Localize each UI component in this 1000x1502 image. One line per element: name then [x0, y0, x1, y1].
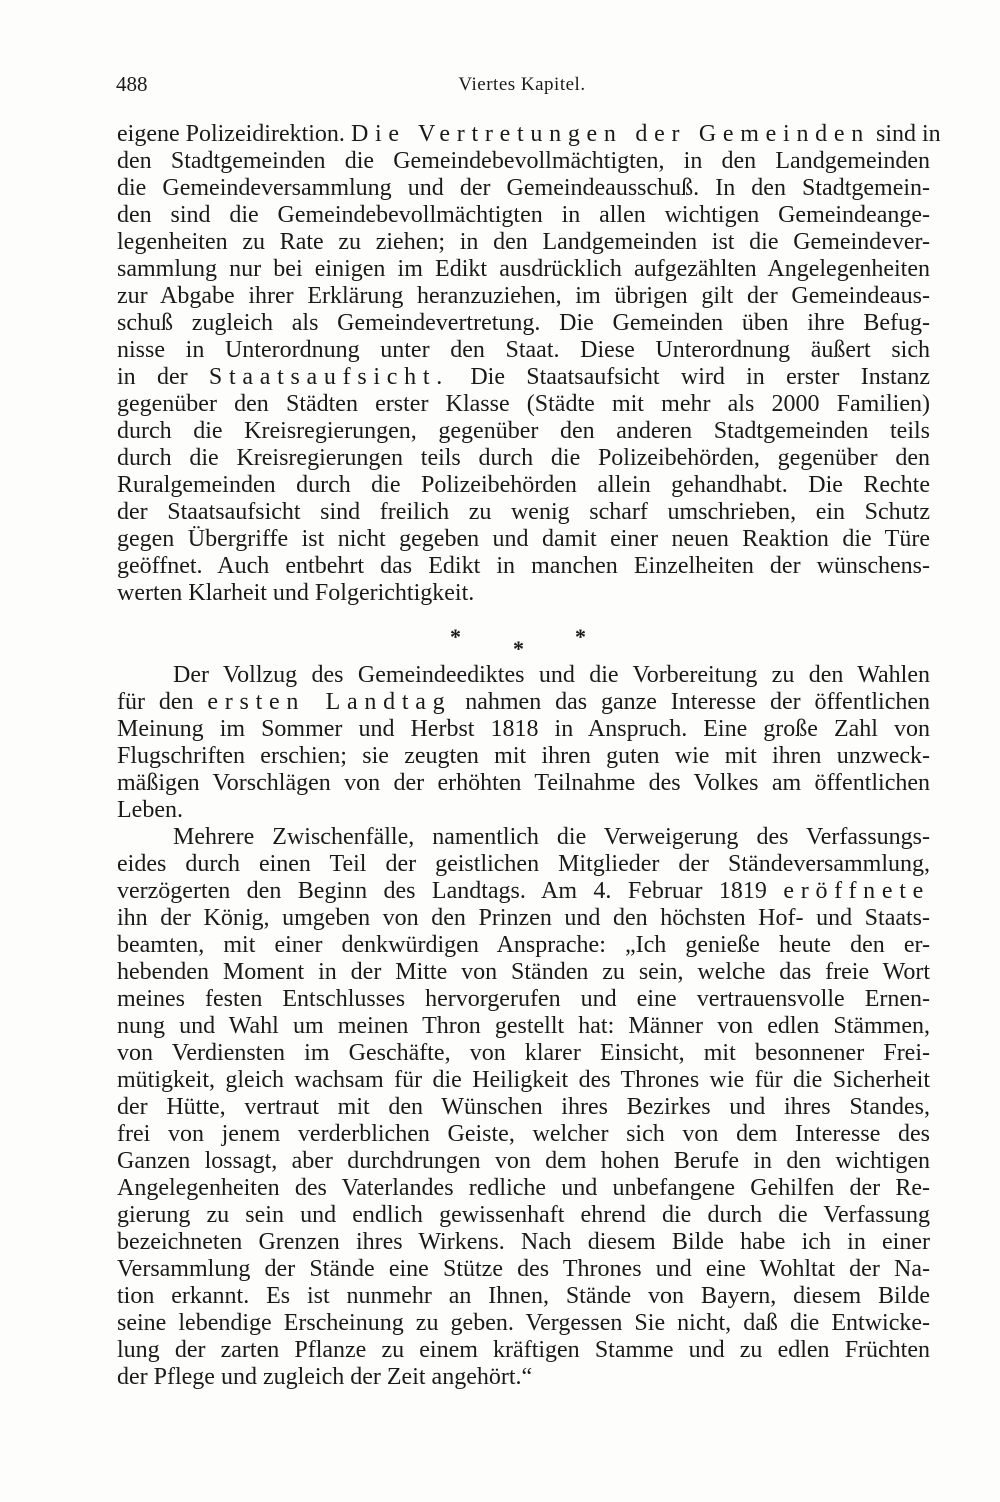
text-line: der Staatsaufsicht sind freilich zu wenig scharf umschrieben, ein Schutz [117, 499, 930, 525]
spaced-emphasis: Staatsaufsicht. [208, 364, 450, 390]
text-line: gegenüber den Städten erster Klasse (Städte mit mehr als 2000 Familien) [117, 391, 930, 417]
asterisk: * [513, 636, 524, 661]
text-line: für den ersten Landtag nahmen das ganze Interesse der öffentlichen [117, 689, 931, 715]
text-line: den Stadtgemeinden die Gemeindebevollmächtigten, in den Landgemeinden [117, 148, 930, 174]
text-line: Ruralgemeinden durch die Polizeibehörden allein gehandhabt. Die Rechte [117, 472, 930, 498]
text-line: Flugschriften erschien; sie zeugten mit ihren guten wie mit ihren unzweck- [117, 743, 930, 769]
text-line: mütigkeit, gleich wachsam für die Heiligkeit des Thrones wie für die Sicherheit [117, 1067, 930, 1093]
text-line: zur Abgabe ihrer Erklärung heranzuziehen, im übrigen gilt der Gemeindeaus- [117, 283, 930, 309]
asterisk: * [575, 624, 586, 649]
text-line: Angelegenheiten des Vaterlandes redliche und unbefangene Gehilfen der Re- [117, 1175, 930, 1201]
text-line: mäßigen Vorschlägen von der erhöhten Teilnahme des Volkes am öffentlichen [117, 770, 930, 796]
text-line: Meinung im Sommer und Herbst 1818 in Anspruch. Eine große Zahl von [117, 716, 930, 742]
text-line: gegen Übergriffe ist nicht gegeben und damit einer neuen Reaktion die Türe [117, 526, 930, 552]
text-line: Versammlung der Stände eine Stütze des Thrones und eine Wohltat der Na- [117, 1256, 930, 1282]
text-line: Mehrere Zwischenfälle, namentlich die Verweigerung des Verfassungs- [173, 824, 930, 850]
asterisk: * [450, 624, 461, 649]
text-line: beamten, mit einer denkwürdigen Ansprache: „Ich genieße heute den er- [117, 932, 930, 958]
text-line: Leben. [117, 797, 183, 823]
text-line: legenheiten zu Rate zu ziehen; in den Landgemeinden ist die Gemeindever- [117, 229, 930, 255]
text-line: geöffnet. Auch entbehrt das Edikt in manchen Einzelheiten der wünschens- [117, 553, 930, 579]
text-line: die Gemeindeversammlung und der Gemeindeausschuß. In den Stadtgemein- [117, 175, 930, 201]
text-line: in der Staatsaufsicht. Die Staatsaufsicht wird in erster Instanz [117, 364, 931, 390]
spaced-emphasis: Die Vertretungen der Gemeinden [350, 121, 870, 147]
text-line: den sind die Gemeindebevollmächtigten in allen wichtigen Gemeindeange- [117, 202, 930, 228]
text-line: gierung zu sein und endlich gewissenhaft ehrend die durch die Verfassung [117, 1202, 930, 1228]
text-line: werten Klarheit und Folgerichtigkeit. [117, 580, 475, 606]
text-line: durch die Kreisregierungen teils durch die Polizeibehörden, gegenüber den [117, 445, 930, 471]
spaced-emphasis: eröffnete [783, 878, 931, 904]
text-line: tion erkannt. Es ist nunmehr an Ihnen, Stände von Bayern, diesem Bilde [117, 1283, 930, 1309]
text-line: durch die Kreisregierungen, gegenüber den anderen Stadtgemeinden teils [117, 418, 930, 444]
text-line: nisse in Unterordnung unter den Staat. Diese Unterordnung äußert sich [117, 337, 930, 363]
page-number: 488 [116, 72, 148, 96]
text-line: schuß zugleich als Gemeindevertretung. Die Gemeinden üben ihre Befug- [117, 310, 930, 336]
text-line: lung der zarten Pflanze zu einem kräftigen Stamme und zu edlen Früchten [117, 1337, 930, 1363]
text-line: der Hütte, vertraut mit den Wünschen ihres Bezirkes und ihres Standes, [117, 1094, 930, 1120]
text-line: ihn der König, umgeben von den Prinzen und den höchsten Hof- und Staats- [117, 905, 930, 931]
chapter-title: Viertes Kapitel. [458, 74, 586, 95]
text-line: hebenden Moment in der Mitte von Ständen zu sein, welche das freie Wort [117, 959, 930, 985]
text-line: sammlung nur bei einigen im Edikt ausdrücklich aufgezählten Angelegenheiten [117, 256, 930, 282]
text-line: seine lebendige Erscheinung zu geben. Vergessen Sie nicht, daß die Entwicke- [117, 1310, 930, 1336]
running-head [116, 72, 928, 102]
text-line: frei von jenem verderblichen Geiste, welcher sich von dem Interesse des [117, 1121, 930, 1147]
section-separator [0, 622, 1000, 662]
text-line: von Verdiensten im Geschäfte, von klarer Einsicht, mit besonnener Frei- [117, 1040, 930, 1066]
text-line: nung und Wahl um meinen Thron gestellt hat: Männer von edlen Stämmen, [117, 1013, 930, 1039]
text-line: Der Vollzug des Gemeindeediktes und die Vorbereitung zu den Wahlen [173, 662, 930, 688]
text-line: bezeichneten Grenzen ihres Wirkens. Nach diesem Bilde habe ich in einer [117, 1229, 930, 1255]
text-line: der Pflege und zugleich der Zeit angehört.“ [117, 1364, 533, 1390]
text-line: meines festen Entschlusses hervorgerufen und eine vertrauensvolle Ernen- [117, 986, 930, 1012]
spaced-emphasis: ersten Landtag [207, 689, 452, 715]
text-line: eigene Polizeidirektion. Die Vertretungen der Gemeinden sind in [117, 121, 941, 147]
text-line: Ganzen lossagt, aber durchdrungen von dem hohen Berufe in den wichtigen [117, 1148, 930, 1174]
text-line: eides durch einen Teil der geistlichen Mitglieder der Ständeversammlung, [117, 851, 930, 877]
text-line: verzögerten den Beginn des Landtags. Am 4. Februar 1819 eröffnete [117, 878, 931, 904]
